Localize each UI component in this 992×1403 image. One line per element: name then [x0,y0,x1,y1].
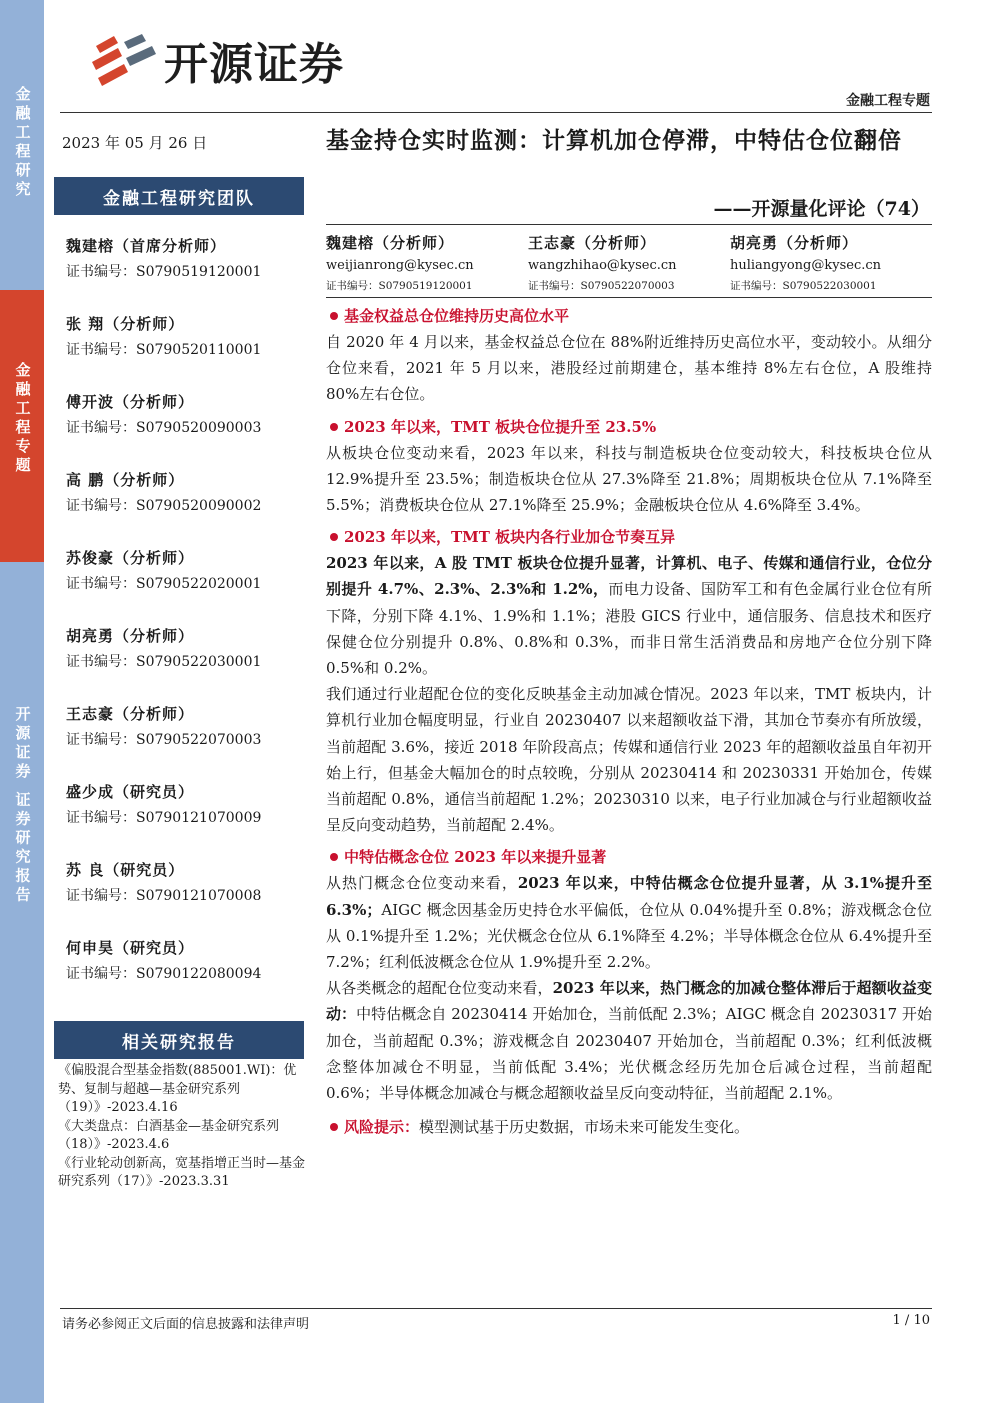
report-title: 基金持仓实时监测：计算机加仓停滞，中特估仓位翻倍 [326,127,902,154]
author-item: 王志豪（分析师） wangzhihao@kysec.cn 证书编号：S0790522070003 [528,232,730,294]
related-report-link[interactable]: 《大类盘点：白酒基金—基金研究系列（18）》-2023.4.6 [58,1118,280,1152]
bullet-icon [330,312,338,320]
footer-divider [60,1308,932,1309]
authors-divider [326,297,932,298]
risk-notice: 风险提示： 模型测试基于历史数据，市场未来可能发生变化。 [326,1114,932,1140]
side-strip-report: 开源证券 证券研究报告 [0,562,44,1403]
brand-logo [88,28,344,92]
analyst-item: 高 鹏（分析师） 证书编号：S0790520090002 [66,471,262,514]
section-paragraph: 从各类概念的超配仓位变动来看，2023 年以来，热门概念的加减仓整体滞后于超额收益变动：中特估概念自 20230414 开始加仓，当前低配 2.3%；AIGC 概念自 20230317 开始加仓，当前超配 0.3%；游戏概念自 20230407 开始加仓，当前超配 0.3%；红利低波概念整体加减仓不明显，当前低配 3.4%；光伏概念经历先加仓后减仓过程，当前超配 0.6%；半导体概念加减仓与概念超额收益呈反向变动特征，当前超配 2.1%。 [326,979,932,1103]
section-heading: 2023 年以来，TMT 板块内各行业加仓节奏互异 [326,524,932,550]
section-paragraph: 从热门概念仓位变动来看，2023 年以来，中特估概念仓位提升显著，从 3.1%提升至 6.3%；AIGC 概念因基金历史持仓水平偏低，仓位从 0.04%提升至 0.8%；游戏概念仓位从 0.1%提升至 1.2%；光伏概念仓位从 6.1%降至 4.2%；半导体概念仓位从 6.4%提升至 7.2%；红利低波概念仓位从 1.9%提升至 2.2%。 [326,874,932,972]
analyst-item: 苏 良（研究员） 证书编号：S0790121070008 [66,861,262,904]
section-paragraph: 2023 年以来，A 股 TMT 板块仓位提升显著，计算机、电子、传媒和通信行业，仓位分别提升 4.7%、2.3%、2.3%和 1.2%，而电力设备、国防军工和有色金属行业仓位有所下降，分别下降 4.1%、1.9%和 1.1%；港股 GICS 行业中，通信服务、信息技术和医疗保健仓位分别提升 0.8%、0.8%和 0.3%，而非日常生活消费品和房地产仓位分别下降 0.5%和 0.2%。 [326,554,932,678]
report-date: 2023 年 05 月 26 日 [62,134,208,152]
side-strip [0,0,44,1403]
analyst-item: 盛少成（研究员） 证书编号：S0790121070009 [66,783,262,826]
bullet-icon [330,423,338,431]
title-divider [326,224,932,225]
section-paragraph: 自 2020 年 4 月以来，基金权益总仓位在 88%附近维持历史高位水平，变动较小。从细分仓位来看，2021 年 5 月以来，港股经过前期建仓，基本维持 8%左右仓位，A 股维持 80%左右仓位。 [326,333,932,404]
related-report-link[interactable]: 《偏股混合型基金指数(885001.WI)：优势、复制与超越—基金研究系列（19）》-2023.4.16 [58,1063,297,1115]
analyst-item: 傅开波（分析师） 证书编号：S0790520090003 [66,393,262,436]
bullet-icon [330,533,338,541]
section-paragraph: 我们通过行业超配仓位的变化反映基金主动加减仓情况。2023 年以来，TMT 板块内，计算机行业加仓幅度明显，行业自 20230407 以来超额收益下滑，其加仓节奏亦有所放缓，当前超配 3.6%，接近 2018 年阶段高点；传媒和通信行业 2023 年的超额收益虽自年初开始上行，但基金大幅加仓的时点较晚，分别从 20230414 和 20230331 开始加仓，传媒当前超配 0.8%，通信当前超配 1.2%；20230310 以来，电子行业加减仓与行业超额收益呈反向变动趋势，当前超配 2.4%。 [326,685,932,835]
bullet-icon [330,1123,338,1131]
brand-name: 开源证券 [164,39,344,90]
analyst-item: 魏建榕（首席分析师） 证书编号：S0790519120001 [66,237,262,280]
section-heading: 中特估概念仓位 2023 年以来提升显著 [326,844,932,870]
analyst-item: 王志豪（分析师） 证书编号：S0790522070003 [66,705,262,748]
page-number: 1 / 10 [892,1313,930,1328]
author-email[interactable]: wangzhihao@kysec.cn [528,258,677,273]
author-email[interactable]: weijianrong@kysec.cn [326,258,474,273]
brand-logo-icon [88,32,160,88]
side-strip-research: 金融工程研究 [0,0,44,290]
author-list [326,232,932,294]
analyst-item: 张 翔（分析师） 证书编号：S0790520110001 [66,315,262,358]
analyst-item: 何申昊（研究员） 证书编号：S0790122080094 [66,939,262,982]
footer-disclaimer: 请务必参阅正文后面的信息披露和法律声明 [62,1317,310,1332]
team-title: 金融工程研究团队 [54,177,304,215]
section-paragraph: 从板块仓位变动来看，2023 年以来，科技与制造板块仓位变动较大，科技板块仓位从 12.9%提升至 23.5%；制造板块仓位从 27.3%降至 21.8%；周期板块仓位从 7.1%降至 5.5%；消费板块仓位从 27.1%降至 25.9%；金融板块仓位从 4.6%降至 3.4%。 [326,443,932,515]
related-reports-title: 相关研究报告 [54,1021,304,1059]
bullet-icon [330,853,338,861]
analyst-list [66,236,306,1016]
report-subtitle: ——开源量化评论（74） [713,198,930,220]
related-reports-list [58,1062,312,1192]
author-email[interactable]: huliangyong@kysec.cn [730,258,882,273]
section-heading: 基金权益总仓位维持历史高位水平 [326,303,932,329]
report-body [326,303,932,1140]
header-divider [60,112,932,113]
analyst-item: 胡亮勇（分析师） 证书编号：S0790522030001 [66,627,262,670]
analyst-item: 苏俊豪（分析师） 证书编号：S0790522020001 [66,549,262,592]
section-heading: 2023 年以来，TMT 板块仓位提升至 23.5% [326,414,932,440]
side-strip-topic: 金融工程专题 [0,290,44,562]
author-item: 胡亮勇（分析师） huliangyong@kysec.cn 证书编号：S0790522030001 [730,232,932,294]
header-tag: 金融工程专题 [846,93,930,109]
author-item: 魏建榕（分析师） weijianrong@kysec.cn 证书编号：S0790519120001 [326,232,528,294]
related-report-link[interactable]: 《行业轮动创新高，宽基指增正当时—基金研究系列（17）》-2023.3.31 [58,1155,306,1189]
